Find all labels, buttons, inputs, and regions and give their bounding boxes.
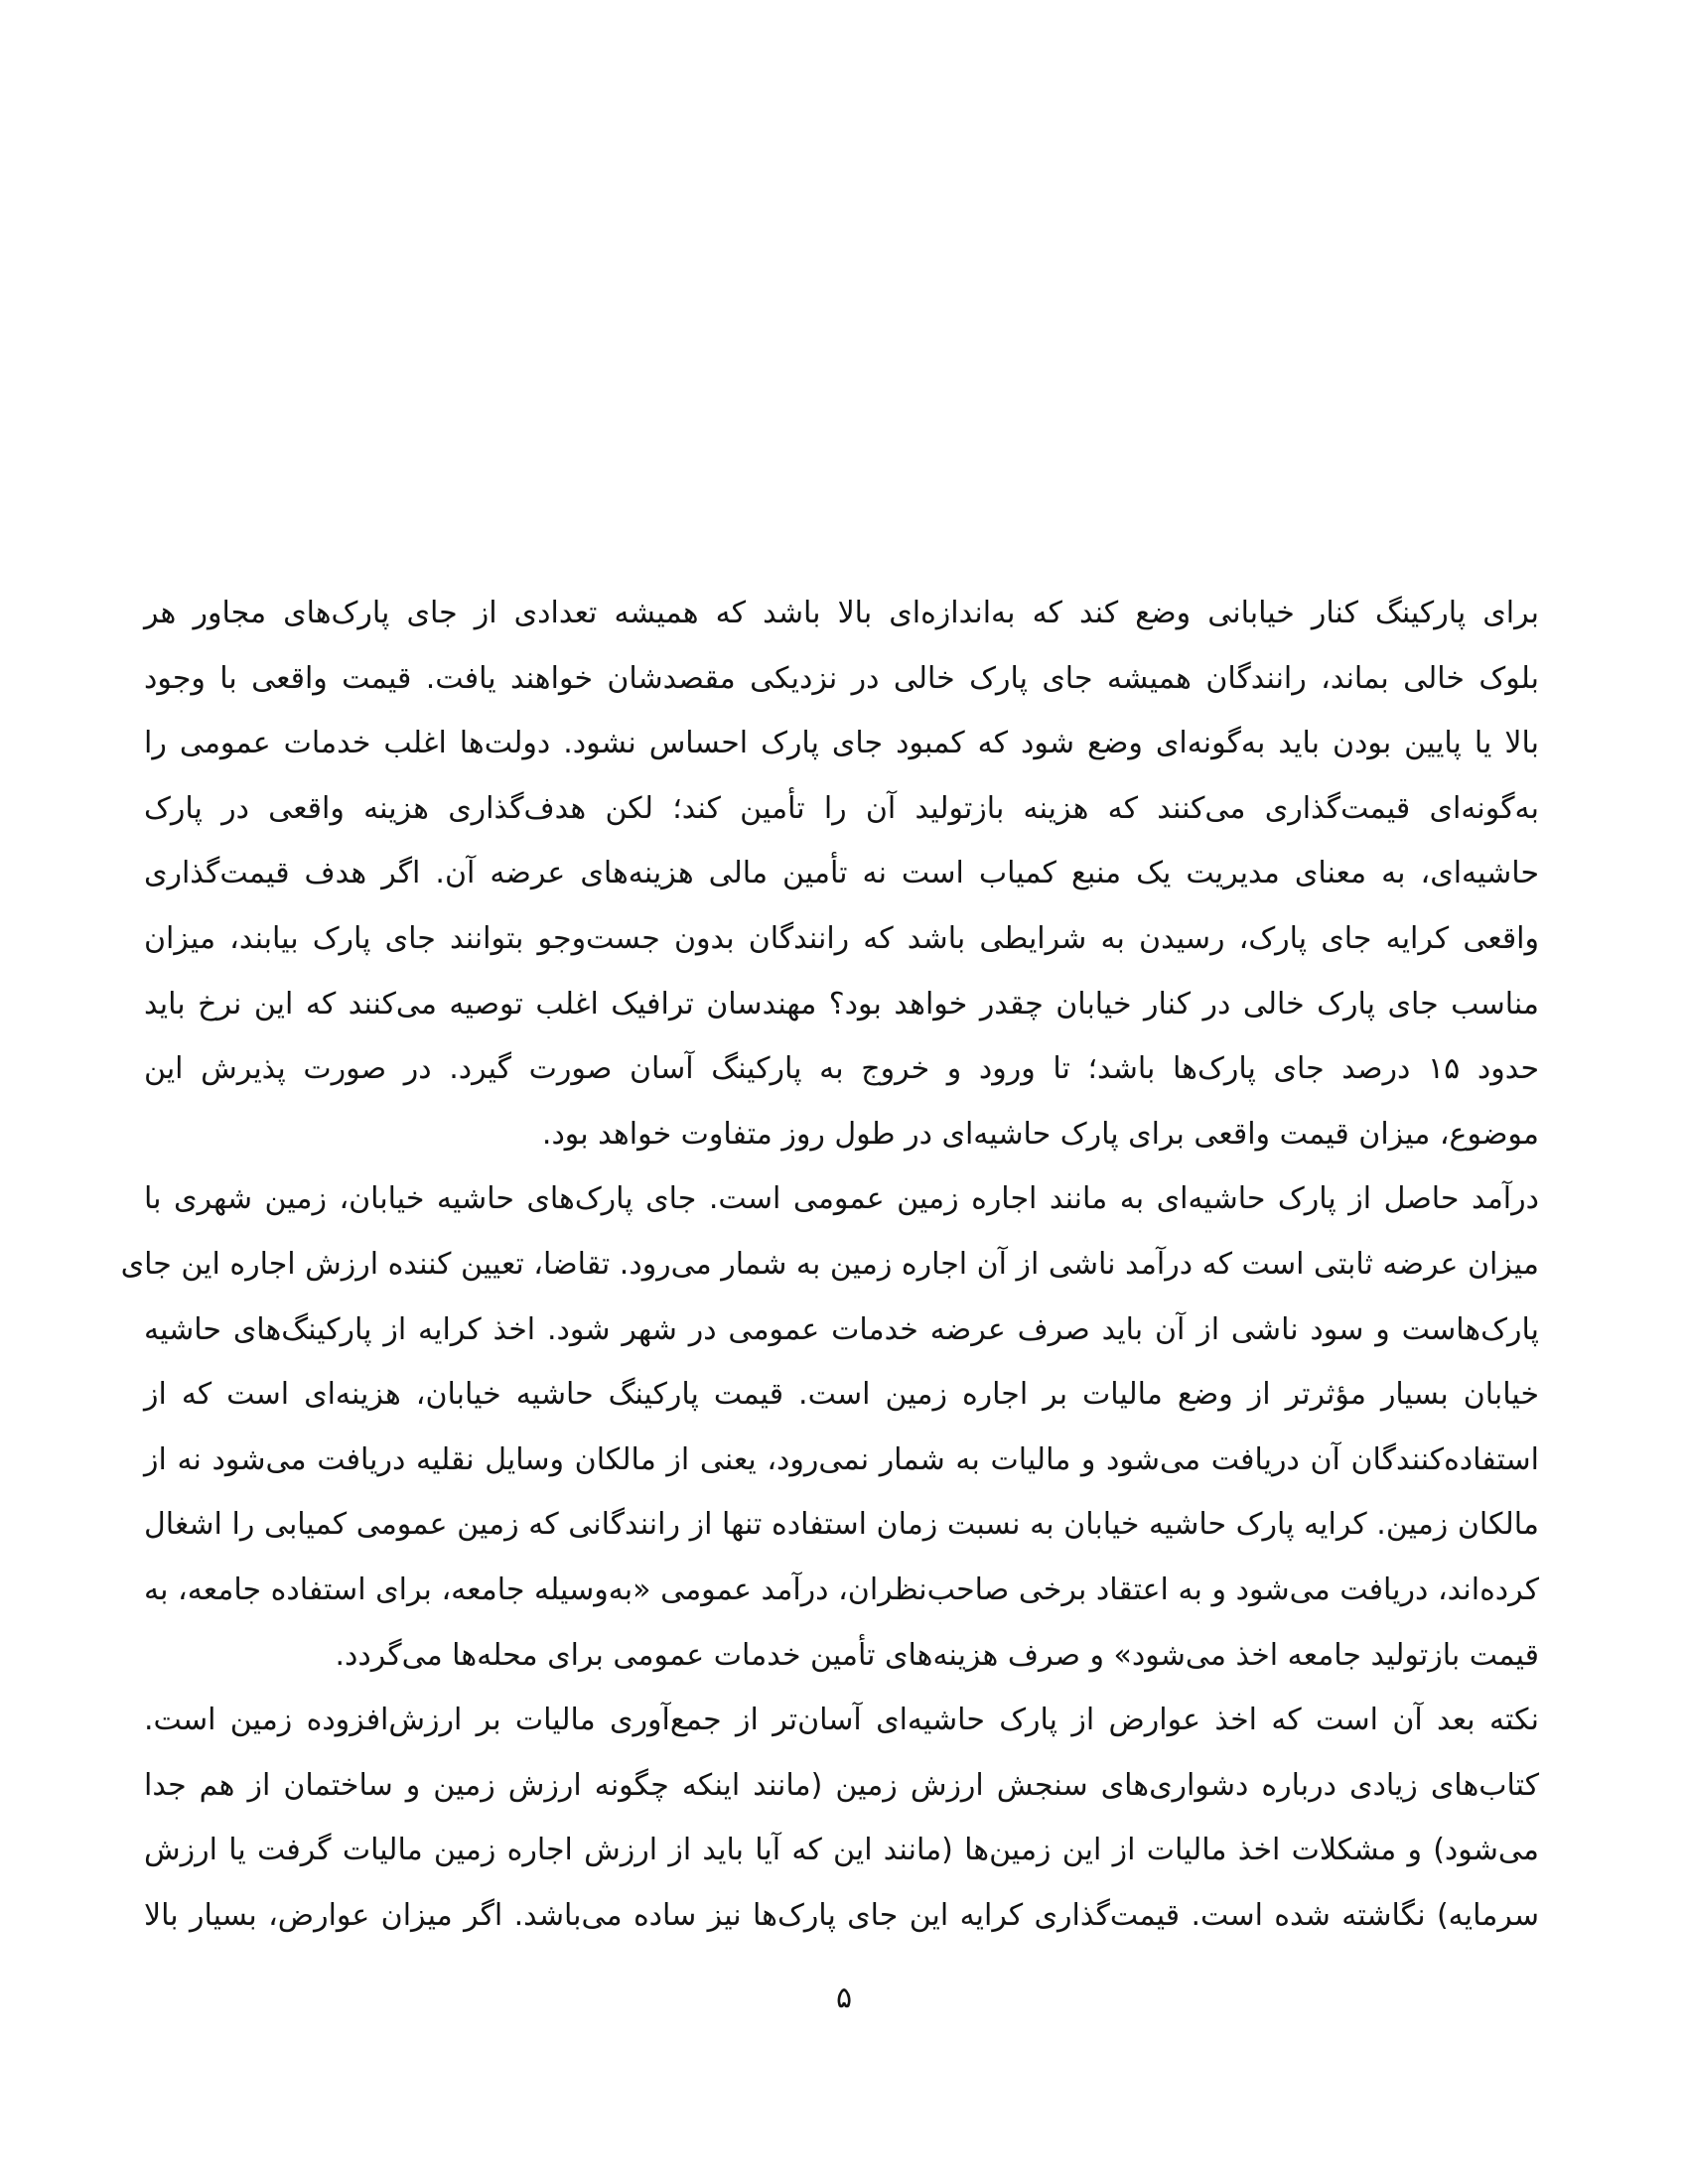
text-line: درآمد حاصل از پارک حاشیه‌ای به مانند اجاره زمین عمومی است. جای پارک‌های حاشیه خیابان، زمین شهری با xyxy=(144,1181,1539,1217)
text-line: حدود ۱۵ درصد جای پارک‌ها باشد؛ تا ورود و خروج به پارکینگ آسان صورت گیرد. در صورت پذیرش این xyxy=(144,1051,1539,1087)
text-line: حاشیه‌ای، به معنای مدیریت یک منبع کمیاب است نه تأمین مالی هزینه‌های عرضه آن. اگر هدف قیمت‌گذاری xyxy=(144,856,1539,891)
text-line: کرده‌اند، دریافت می‌شود و به اعتقاد برخی صاحب‌نظران، درآمد عمومی «به‌وسیله جامعه، برای استفاده جامعه، به xyxy=(144,1571,1539,1607)
text-line: مالکان زمین. کرایه پارک حاشیه خیابان به نسبت زمان استفاده تنها از رانندگانی که زمین عمومی کمیابی را اشغال xyxy=(144,1507,1539,1543)
paragraph-2 xyxy=(120,1166,1539,1688)
body-text xyxy=(120,581,1539,1948)
text-line: به‌گونه‌ای قیمت‌گذاری می‌کنند که هزینه بازتولید آن را تأمین کند؛ لکن هدف‌گذاری هزینه واقعی در پارک xyxy=(144,790,1539,826)
text-line: پارک‌هاست و سود ناشی از آن باید صرف عرضه خدمات عمومی در شهر شود. اخذ کرایه از پارکینگ‌های حاشیه xyxy=(144,1311,1539,1347)
text-line: بالا یا پایین بودن باید به‌گونه‌ای وضع شود که کمبود جای پارک احساس نشود. دولت‌ها اغلب خدمات عمومی را xyxy=(144,726,1539,761)
text-line: کتاب‌های زیادی درباره دشواری‌های سنجش ارزش زمین (مانند اینکه چگونه ارزش زمین و ساختمان از هم جدا xyxy=(144,1767,1539,1803)
text-line: برای پارکینگ کنار خیابانی وضع کند که به‌اندازه‌ای بالا باشد که همیشه تعدادی از جای پارک‌های مجاور هر xyxy=(144,596,1539,630)
text-line: قیمت بازتولید جامعه اخذ می‌شود» و صرف هزینه‌های تأمین خدمات عمومی برای محله‌ها می‌گردد. xyxy=(335,1637,1539,1673)
text-line: موضوع، میزان قیمت واقعی برای پارک حاشیه‌ای در طول روز متفاوت خواهد بود. xyxy=(541,1116,1539,1152)
paragraph-3 xyxy=(144,1688,1539,1948)
text-line: بلوک خالی بماند، رانندگان همیشه جای پارک خالی در نزدیکی مقصدشان خواهند یافت. قیمت واقعی با وجود xyxy=(144,660,1539,696)
text-line: واقعی کرایه جای پارک، رسیدن به شرایطی باشد که رانندگان بدون جست‌وجو بتوانند جای پارک بیابند، میزان xyxy=(144,920,1539,956)
paragraph-1 xyxy=(144,581,1539,1166)
text-line: میزان عرضه ثابتی است که درآمد ناشی از آن اجاره زمین به شمار می‌رود. تقاضا، تعیین کننده ارزش اجاره این جای xyxy=(120,1246,1539,1282)
text-line: سرمایه) نگاشته شده است. قیمت‌گذاری کرایه این جای پارک‌ها نیز ساده می‌باشد. اگر میزان عوارض، بسیار بالا xyxy=(144,1897,1539,1933)
page-number: ۵ xyxy=(835,1980,853,2015)
text-line: استفاده‌کنندگان آن دریافت می‌شود و مالیات به شمار نمی‌رود، یعنی از مالکان وسایل نقلیه دریافت می‌شود نه از xyxy=(144,1441,1539,1477)
text-line: می‌شود) و مشکلات اخذ مالیات از این زمین‌ها (مانند این که آیا باید از ارزش اجاره زمین مالیات گرفت یا ارزش xyxy=(144,1833,1539,1868)
text-line: نکته بعد آن است که اخذ عوارض از پارک حاشیه‌ای آسان‌تر از جمع‌آوری مالیات بر ارزش‌افزوده زمین است. xyxy=(144,1703,1539,1738)
text-line: خیابان بسیار مؤثرتر از وضع مالیات بر اجاره زمین است. قیمت پارکینگ حاشیه خیابان، هزینه‌ای است که از xyxy=(144,1377,1539,1413)
text-line: مناسب جای پارک خالی در کنار خیابان چقدر خواهد بود؟ مهندسان ترافیک اغلب توصیه می‌کنند که این نرخ باید xyxy=(144,986,1539,1022)
